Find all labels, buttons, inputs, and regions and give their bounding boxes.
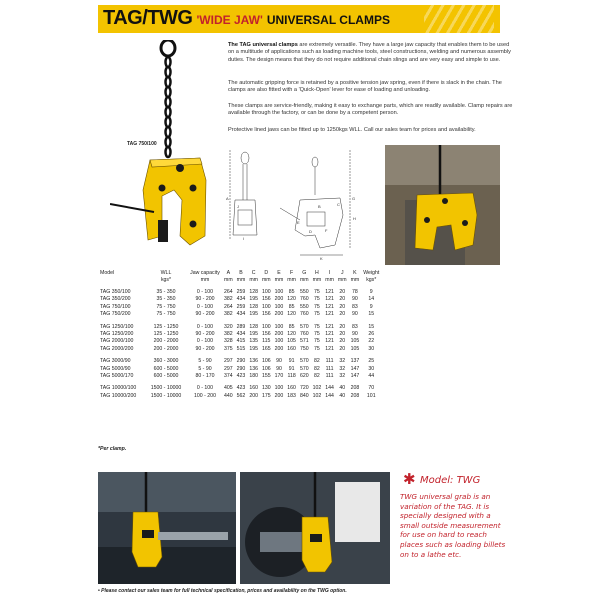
- value-cell: 30: [368, 365, 375, 372]
- col-header-f: F: [290, 270, 294, 276]
- value-cell: 15: [368, 323, 375, 330]
- model-cell: TAG 5000/170: [100, 373, 134, 380]
- value-cell: 115: [262, 338, 271, 345]
- header-row: [98, 270, 381, 277]
- value-cell: 78: [352, 289, 358, 295]
- value-cell: 15: [368, 311, 375, 318]
- model-cell: TAG 2000/100: [100, 338, 134, 345]
- model-cell: TAG 1250/200: [100, 331, 134, 338]
- table-row: [98, 385, 381, 392]
- value-cell: 0 - 100: [196, 303, 214, 310]
- value-cell: 100 - 200: [194, 392, 216, 399]
- value-cell: 20: [339, 323, 346, 330]
- value-cell: 121: [325, 289, 334, 295]
- value-cell: 160: [249, 385, 258, 392]
- value-cell: 1500 - 10000: [150, 385, 182, 392]
- unit-cell: mm: [299, 277, 309, 283]
- table-row: [98, 338, 381, 345]
- value-cell: 570: [299, 323, 309, 330]
- model-cell: TAG 750/100: [100, 303, 131, 310]
- value-cell: 83: [352, 323, 358, 330]
- lifting-chain: [166, 57, 171, 157]
- value-cell: 1500 - 10000: [150, 392, 182, 399]
- unit-cell: [98, 277, 144, 284]
- value-cell: 121: [325, 296, 334, 303]
- dim-label-c: C: [337, 202, 340, 207]
- value-cell: 155: [261, 373, 271, 380]
- col-header-j: J: [340, 270, 344, 276]
- value-cell: 147: [350, 373, 360, 380]
- value-cell: 90: [352, 311, 358, 318]
- value-cell: 156: [261, 331, 271, 338]
- value-cell: 156: [261, 296, 271, 303]
- value-cell: 750: [299, 345, 309, 352]
- col-header-h: H: [315, 270, 319, 276]
- table-row: [98, 324, 381, 331]
- value-cell: 200: [249, 392, 258, 399]
- value-cell: 720: [299, 385, 309, 392]
- value-cell: 195: [249, 345, 258, 352]
- value-cell: 195: [249, 296, 258, 303]
- value-cell: 111: [325, 358, 334, 365]
- value-cell: 405: [224, 385, 233, 392]
- unit-cell: mm: [337, 277, 347, 283]
- value-cell: 75: [314, 311, 320, 318]
- value-cell: 160: [287, 345, 296, 352]
- value-cell: 0 - 100: [196, 323, 214, 330]
- intro-paragraph-2: The automatic gripping force is retained by a positive tension jaw spring, even if there is slack in the chain. The clamps are also fitted with a 'Quick-Open' lever for ease of loading and unloading.: [228, 80, 502, 94]
- value-cell: 121: [325, 338, 334, 345]
- value-cell: 111: [325, 365, 334, 372]
- value-cell: 562: [236, 392, 246, 399]
- value-cell: 90 - 200: [195, 296, 215, 303]
- table-body: [98, 284, 381, 400]
- value-cell: 130: [261, 385, 271, 392]
- value-cell: 121: [325, 311, 334, 318]
- value-cell: 200 - 2000: [153, 338, 179, 345]
- value-cell: 35 - 350: [156, 296, 176, 303]
- value-cell: 165: [261, 345, 271, 352]
- clamp-photo-tag-750: [110, 40, 220, 265]
- value-cell: 434: [236, 311, 246, 318]
- value-cell: 121: [325, 345, 334, 352]
- value-cell: 80 - 170: [195, 373, 215, 380]
- value-cell: 40: [339, 392, 346, 399]
- value-cell: 102: [312, 392, 322, 399]
- unit-cell: kgs*: [160, 277, 172, 283]
- value-cell: 128: [249, 303, 258, 310]
- value-cell: 128: [249, 289, 258, 295]
- value-cell: 121: [325, 331, 334, 338]
- value-cell: 5 - 90: [198, 365, 212, 372]
- value-cell: 85: [288, 289, 295, 295]
- value-cell: 75: [314, 338, 320, 345]
- value-cell: 125 - 1250: [153, 323, 179, 330]
- value-cell: 100: [274, 289, 284, 295]
- value-cell: 75 - 750: [156, 311, 176, 318]
- value-cell: 200 - 2000: [153, 345, 179, 352]
- value-cell: 32: [339, 365, 346, 372]
- value-cell: 382: [224, 331, 233, 338]
- value-cell: 195: [249, 311, 258, 318]
- value-cell: 120: [287, 296, 296, 303]
- value-cell: 423: [236, 385, 246, 392]
- value-cell: 20: [339, 311, 346, 318]
- value-cell: 35 - 350: [156, 289, 176, 295]
- dim-label-g: G: [352, 196, 356, 201]
- value-cell: 320: [224, 323, 233, 330]
- value-cell: 20: [339, 289, 346, 295]
- value-cell: 40: [339, 385, 346, 392]
- table-row: [98, 331, 381, 338]
- table-row: [98, 366, 381, 373]
- value-cell: 20: [339, 338, 346, 345]
- value-cell: 121: [325, 303, 334, 310]
- value-cell: 90: [352, 296, 358, 303]
- dim-label-i: I: [243, 236, 245, 241]
- value-cell: 175: [261, 392, 271, 399]
- value-cell: 297: [224, 365, 233, 372]
- value-cell: 136: [249, 358, 258, 365]
- value-cell: 82: [314, 365, 320, 372]
- value-cell: 160: [287, 385, 296, 392]
- page-title: [103, 7, 390, 30]
- value-cell: 100: [274, 323, 284, 330]
- table-row: [98, 296, 381, 303]
- value-cell: 550: [299, 289, 309, 295]
- value-cell: 382: [224, 311, 233, 318]
- value-cell: 105: [287, 338, 296, 345]
- col-header-b: B: [239, 270, 243, 276]
- table-row: [98, 393, 381, 400]
- value-cell: 208: [350, 385, 360, 392]
- value-cell: 5 - 90: [198, 358, 212, 365]
- value-cell: 32: [339, 373, 346, 380]
- unit-cell: mm: [249, 277, 258, 283]
- dimension-labels: [226, 196, 356, 261]
- unit-cell: mm: [274, 277, 284, 283]
- title-rest: UNIVERSAL CLAMPS: [266, 13, 390, 27]
- lifting-ring: [161, 40, 175, 56]
- table-row: [98, 346, 381, 353]
- unit-cell: mm: [312, 277, 322, 283]
- model-cell: TAG 350/100: [100, 289, 131, 295]
- twg-model-heading: Model: TWG: [420, 475, 481, 486]
- value-cell: 75: [314, 323, 320, 330]
- intro-bold: The TAG universal clamps: [228, 42, 298, 48]
- dim-label-d: D: [309, 229, 312, 234]
- value-cell: 85: [288, 323, 295, 330]
- value-cell: 14: [368, 296, 375, 303]
- model-cell: TAG 750/200: [100, 311, 131, 318]
- value-cell: 328: [224, 338, 233, 345]
- value-cell: 75: [314, 345, 320, 352]
- value-cell: 147: [350, 365, 360, 372]
- twg-photo-left: [98, 472, 236, 584]
- value-cell: 20: [339, 303, 346, 310]
- value-cell: 106: [261, 365, 271, 372]
- unit-cell: mm: [236, 277, 246, 283]
- value-cell: 570: [299, 358, 309, 365]
- value-cell: 195: [249, 331, 258, 338]
- asterisk-icon: ✱: [403, 471, 416, 488]
- table-row: [98, 289, 381, 296]
- value-cell: 200: [274, 331, 284, 338]
- value-cell: 100: [274, 385, 284, 392]
- value-cell: 259: [236, 303, 246, 310]
- value-cell: 760: [299, 331, 309, 338]
- value-cell: 83: [352, 303, 358, 310]
- value-cell: 144: [325, 385, 334, 392]
- value-cell: 156: [261, 311, 271, 318]
- value-cell: 620: [299, 373, 309, 380]
- dim-label-k: K: [320, 256, 323, 261]
- value-cell: 106: [261, 358, 271, 365]
- table-row: [98, 304, 381, 311]
- value-cell: 100: [261, 289, 271, 295]
- value-cell: 144: [325, 392, 334, 399]
- value-cell: 415: [236, 338, 246, 345]
- value-cell: 0 - 100: [196, 338, 214, 345]
- value-cell: 90 - 200: [195, 311, 215, 318]
- value-cell: 289: [236, 323, 246, 330]
- value-cell: 259: [236, 289, 246, 295]
- value-cell: 264: [224, 303, 233, 310]
- table-head: [98, 270, 381, 284]
- value-cell: 44: [368, 373, 375, 380]
- units-row: [98, 277, 381, 284]
- value-cell: 137: [350, 358, 360, 365]
- model-cell: TAG 350/200: [100, 296, 131, 303]
- title-quote: 'WIDE JAW': [196, 13, 263, 27]
- model-cell: TAG 10000/100: [100, 385, 137, 392]
- unit-cell: mm: [224, 277, 233, 283]
- clamp-on-plate-photo: [385, 145, 500, 265]
- value-cell: 9: [369, 303, 373, 310]
- value-cell: 760: [299, 296, 309, 303]
- value-cell: 111: [325, 373, 334, 380]
- value-cell: 760: [299, 311, 309, 318]
- value-cell: 360 - 3000: [153, 358, 179, 365]
- value-cell: 290: [236, 365, 246, 372]
- value-cell: 120: [287, 311, 296, 318]
- value-cell: 91: [288, 365, 295, 372]
- model-cell: TAG 3000/90: [100, 358, 131, 365]
- value-cell: 434: [236, 296, 246, 303]
- value-cell: 102: [312, 385, 322, 392]
- dim-label-f: F: [325, 228, 328, 233]
- value-cell: 120: [287, 331, 296, 338]
- col-header-c: C: [251, 270, 256, 276]
- value-cell: 100: [274, 303, 284, 310]
- unit-cell: mm: [261, 277, 271, 283]
- value-cell: 100: [261, 303, 271, 310]
- value-cell: 121: [325, 323, 334, 330]
- value-cell: 290: [236, 358, 246, 365]
- value-cell: 297: [224, 358, 233, 365]
- value-cell: 423: [236, 373, 246, 380]
- photo-caption: TAG 750/100: [127, 141, 157, 147]
- title-main: TAG/TWG: [103, 7, 193, 29]
- value-cell: 20: [339, 331, 346, 338]
- value-cell: 75: [314, 303, 320, 310]
- value-cell: 70: [368, 385, 375, 392]
- value-cell: 183: [287, 392, 296, 399]
- value-cell: 25: [368, 358, 375, 365]
- intro-paragraph-1: [228, 42, 516, 64]
- value-cell: 22: [368, 338, 375, 345]
- value-cell: 571: [299, 338, 309, 345]
- col-header-model: Model: [100, 270, 115, 276]
- unit-cell: mm: [200, 277, 210, 283]
- value-cell: 550: [299, 303, 309, 310]
- value-cell: 434: [236, 331, 246, 338]
- value-cell: 90: [352, 331, 358, 338]
- value-cell: 90: [276, 358, 282, 365]
- value-cell: 570: [299, 365, 309, 372]
- value-cell: 180: [249, 373, 258, 380]
- value-cell: 440: [224, 392, 233, 399]
- header-hatch-decoration: [424, 5, 494, 33]
- model-cell: TAG 5000/90: [100, 365, 131, 372]
- value-cell: 264: [224, 289, 233, 295]
- col-header-d: D: [264, 270, 269, 276]
- col-header-jaw: Jaw capacity: [190, 270, 220, 276]
- value-cell: 374: [224, 373, 233, 380]
- value-cell: 100: [274, 338, 284, 345]
- dimension-diagram: [225, 140, 375, 270]
- dim-label-j: J: [237, 204, 239, 209]
- value-cell: 9: [369, 289, 373, 295]
- value-cell: 375: [224, 345, 233, 352]
- bottom-note: • Please contact our sales team for full technical specification, prices and availability on the TWG option.: [98, 588, 347, 594]
- value-cell: 125 - 1250: [153, 331, 179, 338]
- dim-label-e: E: [297, 220, 300, 225]
- intro-paragraph-3: These clamps are service-friendly, making it easy to exchange parts, which are readily available. Clamp repairs are available through the factory, or can be done by a competent person.: [228, 103, 513, 117]
- model-cell: TAG 2000/200: [100, 345, 134, 352]
- value-cell: 100: [261, 323, 271, 330]
- model-cell: TAG 1250/100: [100, 323, 134, 330]
- model-cell: TAG 10000/200: [100, 392, 137, 399]
- unit-cell: mm: [325, 277, 334, 283]
- value-cell: 75: [314, 296, 320, 303]
- value-cell: 30: [368, 345, 375, 352]
- value-cell: 118: [287, 373, 296, 380]
- col-header-g: G: [302, 270, 307, 276]
- value-cell: 20: [339, 345, 346, 352]
- table-row: [98, 358, 381, 365]
- dim-label-b: B: [318, 204, 321, 209]
- table-row: [98, 373, 381, 380]
- value-cell: 200: [274, 345, 284, 352]
- value-cell: 26: [368, 331, 375, 338]
- value-cell: 105: [350, 338, 360, 345]
- dim-label-a: A: [226, 196, 229, 201]
- value-cell: 136: [249, 365, 258, 372]
- value-cell: 128: [249, 323, 258, 330]
- diagram-front-view: [230, 150, 257, 240]
- value-cell: 840: [299, 392, 309, 399]
- value-cell: 101: [366, 392, 376, 399]
- col-header-weight: Weight: [363, 270, 380, 276]
- value-cell: 91: [288, 358, 295, 365]
- value-cell: 135: [249, 338, 258, 345]
- col-header-k: K: [353, 270, 357, 276]
- value-cell: 200: [274, 392, 284, 399]
- value-cell: 82: [314, 358, 320, 365]
- value-cell: 75: [314, 331, 320, 338]
- unit-cell: mm: [287, 277, 296, 283]
- twg-description: TWG universal grab is an variation of the TAG. It is specially designed with a small outside measurement for use on hard to reach places such as loading billets on to a lathe etc.: [400, 492, 506, 559]
- value-cell: 600 - 5000: [153, 365, 179, 372]
- value-cell: 32: [339, 358, 346, 365]
- value-cell: 170: [274, 373, 284, 380]
- value-cell: 75 - 750: [156, 303, 176, 310]
- value-cell: 200: [274, 296, 284, 303]
- value-cell: 85: [288, 303, 295, 310]
- value-cell: 600 - 5000: [153, 373, 179, 380]
- col-header-wll: WLL: [160, 270, 172, 276]
- intro-paragraph-4: Protective lined jaws can be fitted up to 1250kgs WLL. Call our sales team for prices and availability.: [228, 127, 476, 133]
- dim-label-h: H: [353, 216, 356, 221]
- specification-table: [98, 270, 381, 400]
- value-cell: 90 - 200: [195, 345, 215, 352]
- clamp-body: [143, 158, 206, 245]
- value-cell: 0 - 100: [196, 289, 214, 295]
- value-cell: 20: [339, 296, 346, 303]
- value-cell: 105: [350, 345, 360, 352]
- col-header-e: E: [277, 270, 281, 276]
- value-cell: 82: [314, 373, 320, 380]
- footnote: *Per clamp.: [98, 446, 127, 452]
- value-cell: 208: [350, 392, 360, 399]
- value-cell: 90 - 200: [195, 331, 215, 338]
- value-cell: 0 - 100: [196, 385, 214, 392]
- col-header-i: I: [328, 270, 331, 276]
- col-header-a: A: [226, 270, 231, 276]
- value-cell: 515: [236, 345, 246, 352]
- value-cell: 382: [224, 296, 233, 303]
- intro-p1-rest: are extremely versatile. They have a large jaw capacity that enables them to be used on a multitude of applications such as loading machine tools, steel constructions, welding and numerous assembly duties. The design means that they do not require additional chain slings and are very easy and simple to use.: [228, 42, 511, 63]
- value-cell: 75: [314, 289, 320, 295]
- unit-cell: mm: [350, 277, 360, 283]
- value-cell: 200: [274, 311, 284, 318]
- value-cell: 90: [276, 365, 282, 372]
- table-row: [98, 311, 381, 318]
- unit-cell: kgs*: [366, 277, 377, 283]
- twg-photo-right: [240, 472, 390, 584]
